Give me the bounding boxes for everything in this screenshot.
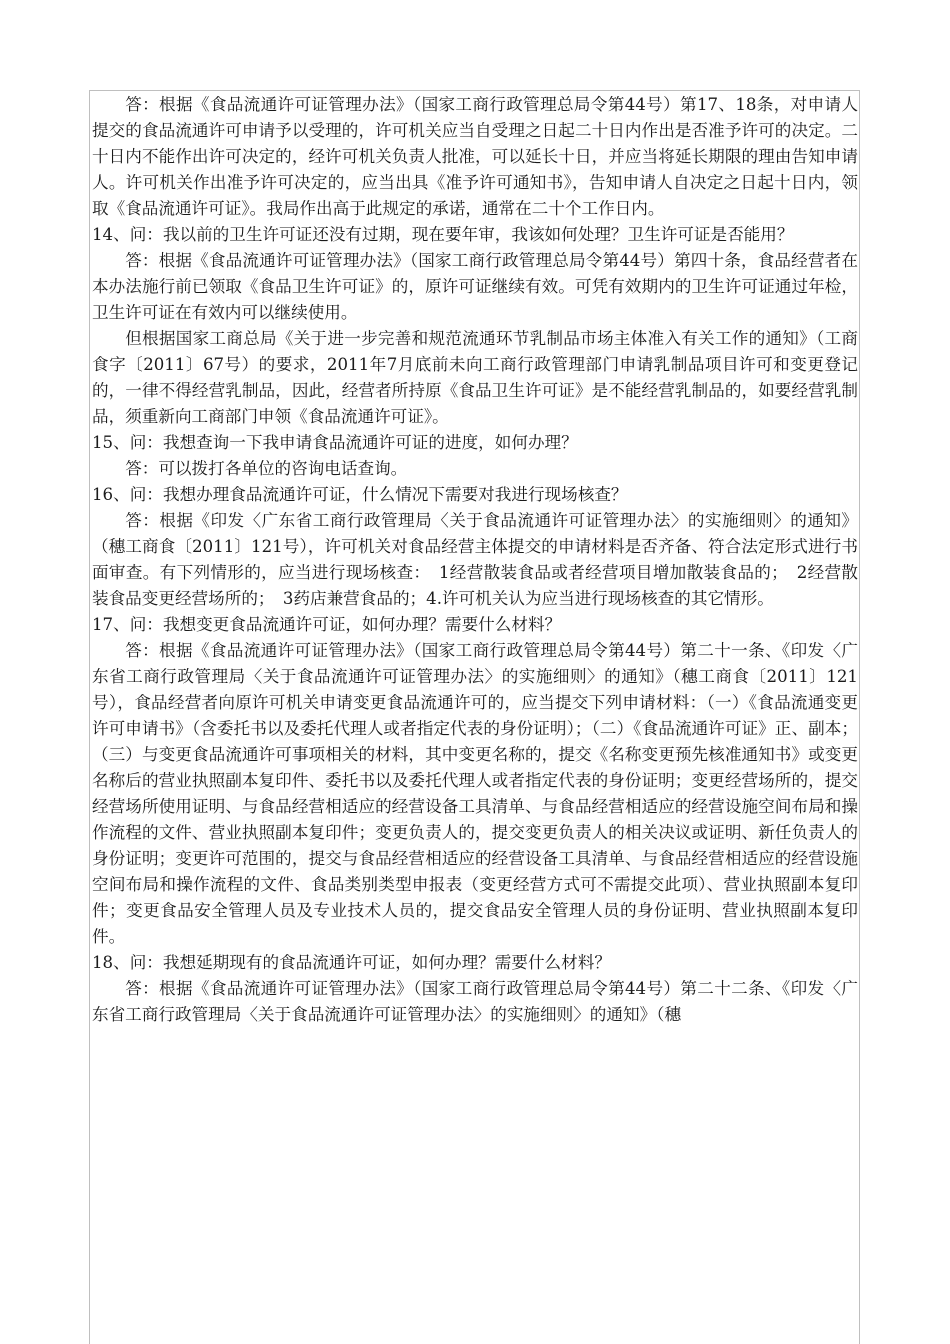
answer-15-paragraph: 答：可以拨打各单位的咨询电话查询。 bbox=[125, 459, 408, 478]
answer-14-paragraph-2: 但根据国家工商总局《关于进一步完善和规范流通环节乳制品市场主体准入有关工作的通知》（工商食字〔2011〕67号）的要求，2011年7月底前未向工商行政管理部门申请乳制品项目许可和变更登记的，一律不得经营乳制品，因此，经营者所持原《食品卫生许可证》是不能经营乳制品的，如要经营乳制品，须重新向工商部门申领《食品流通许可证》。 bbox=[92, 329, 858, 426]
question-15: 15、问：我想查询一下我申请食品流通许可证的进度，如何办理？ bbox=[92, 433, 578, 452]
answer-14-paragraph: 答：根据《食品流通许可证管理办法》（国家工商行政管理总局令第44号）第四十条，食品经营者在本办法施行前已领取《食品卫生许可证》的，原许可证继续有效。可凭有效期内的卫生许可证通过年检，卫生许可证在有效内可以继续使用。 bbox=[92, 251, 858, 322]
question-16: 16、问：我想办理食品流通许可证，什么情况下需要对我进行现场核查？ bbox=[92, 485, 628, 504]
question-18: 18、问：我想延期现有的食品流通许可证，如何办理？需要什么材料？ bbox=[92, 953, 611, 972]
question-17: 17、问：我想变更食品流通许可证，如何办理？需要什么材料？ bbox=[92, 615, 562, 634]
document-body bbox=[92, 92, 858, 1028]
answer-13-paragraph: 答：根据《食品流通许可证管理办法》（国家工商行政管理总局令第44号）第17、18条，对申请人提交的食品流通许可申请予以受理的，许可机关应当自受理之日起二十日内作出是否准予许可的决定。二十日内不能作出许可决定的，经许可机关负责人批准，可以延长十日，并应当将延长期限的理由告知申请人。许可机关作出准予许可决定的，应当出具《准予许可通知书》，告知申请人自决定之日起十日内，领取《食品流通许可证》。我局作出高于此规定的承诺，通常在二十个工作日内。 bbox=[92, 95, 858, 218]
answer-18-paragraph: 答：根据《食品流通许可证管理办法》（国家工商行政管理总局令第44号）第二十二条、《印发〈广东省工商行政管理局〈关于食品流通许可证管理办法〉的实施细则〉的通知》（穗 bbox=[92, 979, 858, 1024]
answer-17-paragraph: 答：根据《食品流通许可证管理办法》（国家工商行政管理总局令第44号）第二十一条、《印发〈广东省工商行政管理局〈关于食品流通许可证管理办法〉的实施细则〉的通知》（穗工商食〔2011〕121号），食品经营者向原许可机关申请变更食品流通许可的，应当提交下列申请材料：（一）《食品流通变更许可申请书》（含委托书以及委托代理人或者指定代表的身份证明）；（二）《食品流通许可证》正、副本；（三）与变更食品流通许可事项相关的材料，其中变更名称的，提交《名称变更预先核准通知书》或变更名称后的营业执照副本复印件、委托书以及委托代理人或者指定代表的身份证明；变更经营场所的，提交经营场所使用证明、与食品经营相适应的经营设备工具清单、与食品经营相适应的经营设施空间布局和操作流程的文件、营业执照副本复印件；变更负责人的，提交变更负责人的相关决议或证明、新任负责人的身份证明；变更许可范围的，提交与食品经营相适应的经营设备工具清单、与食品经营相适应的经营设施空间布局和操作流程的文件、食品类别类型申报表（变更经营方式可不需提交此项）、营业执照副本复印件；变更食品安全管理人员及专业技术人员的，提交食品安全管理人员的身份证明、营业执照副本复印件。 bbox=[92, 641, 858, 946]
answer-16-paragraph: 答：根据《印发〈广东省工商行政管理局〈关于食品流通许可证管理办法〉的实施细则〉的通知》（穗工商食〔2011〕121号），许可机关对食品经营主体提交的申请材料是否齐备、符合法定形式进行书面审查。有下列情形的，应当进行现场核查： 1经营散装食品或者经营项目增加散装食品的； 2经营散装食品变更经营场所的； 3药店兼营食品的；4.许可机关认为应当进行现场核查的其它情形。 bbox=[92, 511, 858, 608]
question-14: 14、问：我以前的卫生许可证还没有过期，现在要年审，我该如何处理？卫生许可证是否能用？ bbox=[92, 225, 794, 244]
